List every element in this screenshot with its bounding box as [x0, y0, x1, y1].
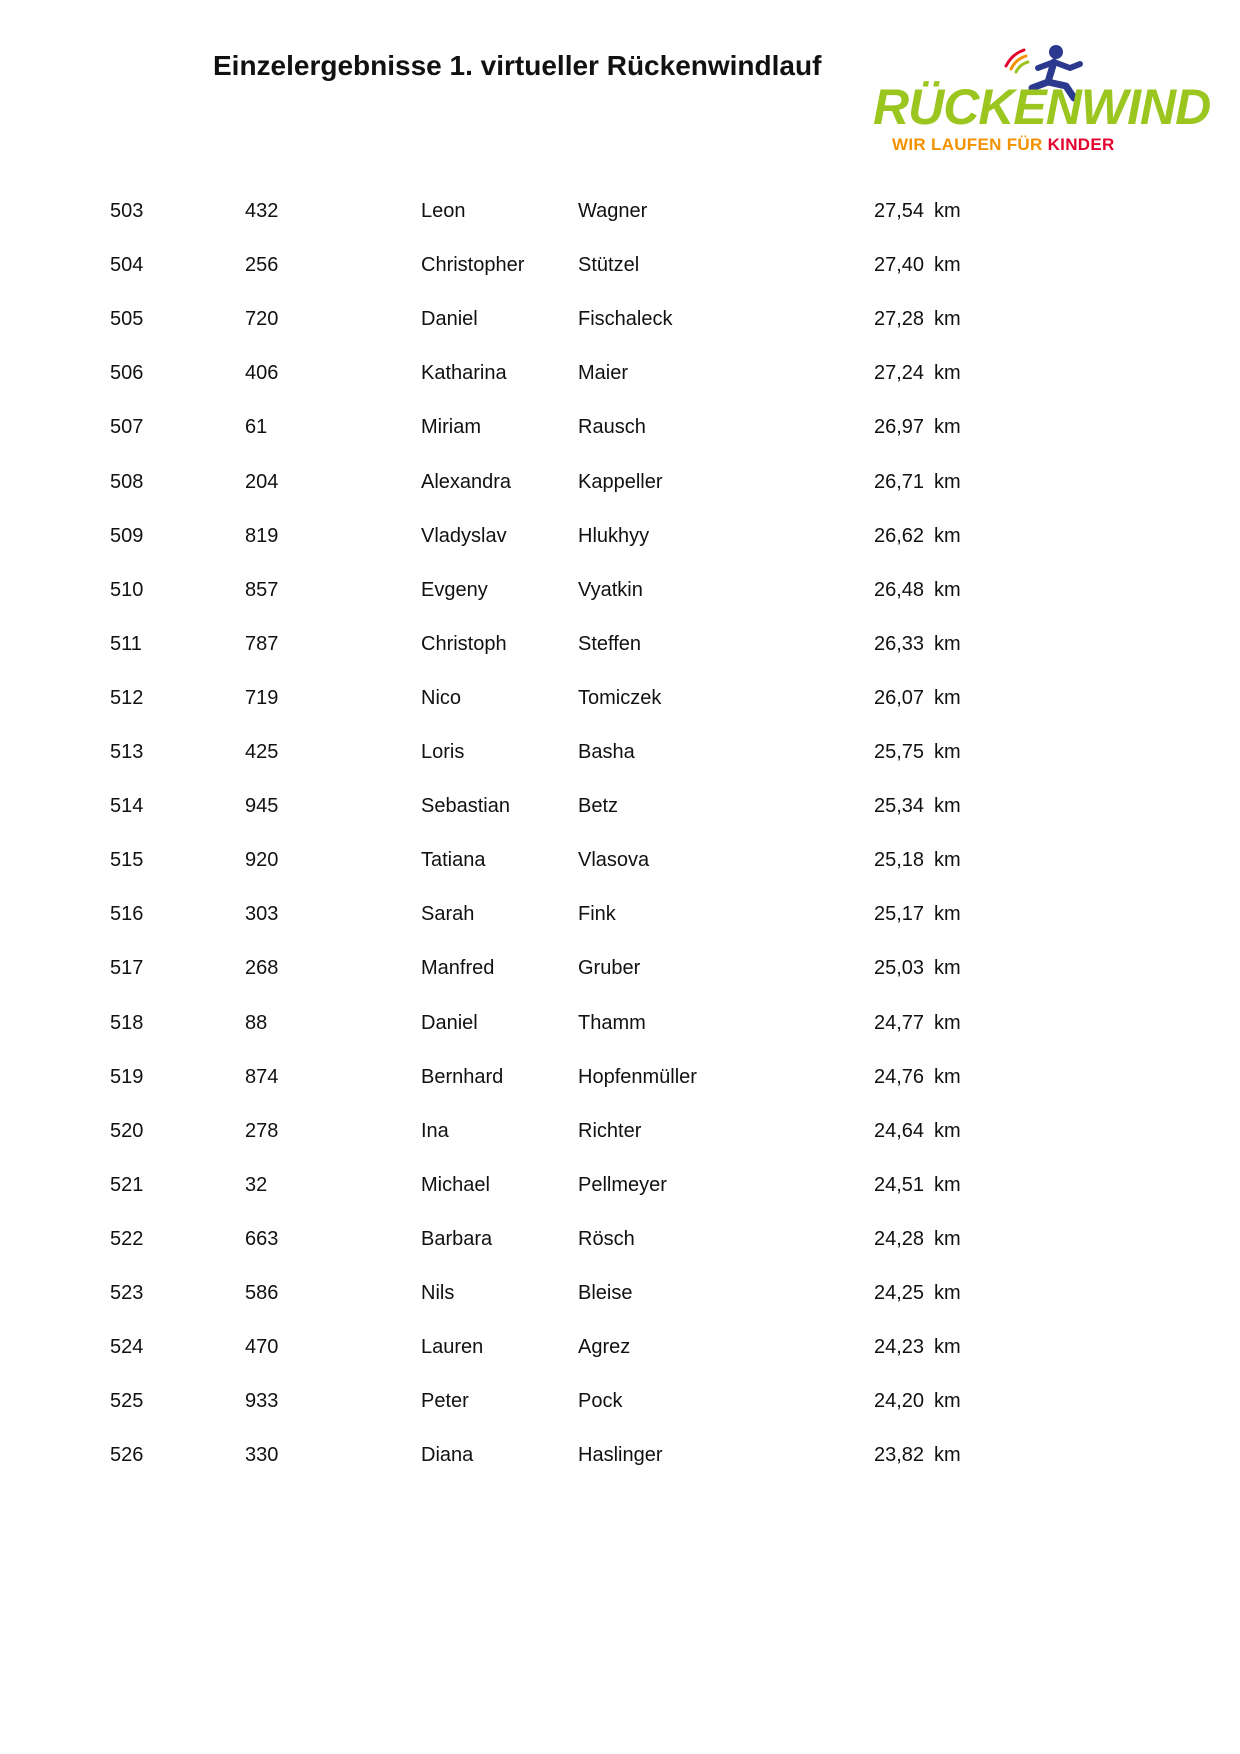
result-bib: 720 [245, 308, 279, 330]
result-unit: km [934, 1228, 961, 1250]
result-bib: 432 [245, 200, 279, 222]
result-last-name: Haslinger [578, 1444, 663, 1466]
result-distance: 24,77 [874, 1012, 925, 1034]
result-first-name: Ina [421, 1120, 449, 1142]
result-first-name: Vladyslav [421, 525, 507, 547]
result-unit: km [934, 957, 961, 979]
result-distance: 25,17 [874, 903, 925, 925]
result-unit: km [934, 1174, 961, 1196]
result-bib: 88 [245, 1012, 268, 1034]
result-distance: 26,48 [874, 579, 925, 601]
result-distance: 26,33 [874, 633, 925, 655]
result-first-name: Alexandra [421, 471, 512, 493]
table-row [0, 1048, 1240, 1109]
result-last-name: Fink [578, 903, 616, 925]
table-row [0, 290, 1240, 351]
result-first-name: Nico [421, 687, 462, 709]
table-row [0, 1156, 1240, 1217]
result-first-name: Sebastian [421, 795, 510, 817]
result-unit: km [934, 1444, 961, 1466]
result-distance: 27,24 [874, 362, 925, 384]
result-bib: 268 [245, 957, 279, 979]
result-last-name: Hlukhyy [578, 525, 650, 547]
result-last-name: Stützel [578, 254, 640, 276]
result-unit: km [934, 1066, 961, 1088]
result-unit: km [934, 308, 961, 330]
result-last-name: Basha [578, 741, 635, 763]
result-bib: 586 [245, 1282, 279, 1304]
result-rank: 506 [110, 362, 144, 384]
result-distance: 24,25 [874, 1282, 925, 1304]
result-first-name: Sarah [421, 903, 475, 925]
result-distance: 23,82 [874, 1444, 925, 1466]
table-row [0, 831, 1240, 892]
result-unit: km [934, 903, 961, 925]
result-rank: 503 [110, 200, 144, 222]
table-row [0, 994, 1240, 1055]
result-first-name: Lauren [421, 1336, 484, 1358]
result-distance: 24,51 [874, 1174, 925, 1196]
result-first-name: Leon [421, 200, 466, 222]
result-distance: 24,23 [874, 1336, 925, 1358]
result-first-name: Evgeny [421, 579, 488, 601]
table-row [0, 561, 1240, 622]
result-distance: 24,76 [874, 1066, 925, 1088]
result-rank: 525 [110, 1390, 144, 1412]
result-last-name: Kappeller [578, 471, 663, 493]
result-last-name: Bleise [578, 1282, 633, 1304]
result-bib: 819 [245, 525, 279, 547]
table-row [0, 507, 1240, 568]
result-last-name: Rausch [578, 416, 646, 438]
result-bib: 663 [245, 1228, 279, 1250]
result-last-name: Fischaleck [578, 308, 673, 330]
logo-tagline-part2: KINDER [1047, 135, 1115, 154]
table-row [0, 236, 1240, 297]
page-title: Einzelergebnisse 1. virtueller Rückenwindlauf [213, 50, 822, 81]
result-unit: km [934, 200, 961, 222]
result-unit: km [934, 416, 961, 438]
result-rank: 518 [110, 1012, 144, 1034]
result-unit: km [934, 1390, 961, 1412]
result-first-name: Tatiana [421, 849, 486, 871]
result-first-name: Peter [421, 1390, 469, 1412]
result-unit: km [934, 525, 961, 547]
result-bib: 719 [245, 687, 279, 709]
result-rank: 519 [110, 1066, 144, 1088]
result-unit: km [934, 579, 961, 601]
result-bib: 470 [245, 1336, 279, 1358]
result-bib: 330 [245, 1444, 279, 1466]
table-row [0, 1210, 1240, 1271]
result-last-name: Vlasova [578, 849, 650, 871]
result-bib: 32 [245, 1174, 268, 1196]
result-last-name: Tomiczek [578, 687, 662, 709]
result-bib: 425 [245, 741, 279, 763]
result-unit: km [934, 1336, 961, 1358]
table-row [0, 885, 1240, 946]
result-rank: 523 [110, 1282, 144, 1304]
result-distance: 26,71 [874, 471, 925, 493]
logo-tagline-part1: WIR LAUFEN FÜR [892, 135, 1048, 154]
result-distance: 26,62 [874, 525, 925, 547]
result-rank: 504 [110, 254, 144, 276]
result-distance: 25,03 [874, 957, 925, 979]
result-distance: 25,18 [874, 849, 925, 871]
result-bib: 933 [245, 1390, 279, 1412]
result-rank: 522 [110, 1228, 144, 1250]
result-last-name: Betz [578, 795, 619, 817]
result-rank: 505 [110, 308, 144, 330]
result-bib: 945 [245, 795, 279, 817]
result-last-name: Hopfenmüller [578, 1066, 697, 1088]
result-bib: 61 [245, 416, 268, 438]
result-rank: 514 [110, 795, 144, 817]
result-bib: 204 [245, 471, 279, 493]
result-first-name: Katharina [421, 362, 507, 384]
table-row [0, 1318, 1240, 1379]
result-last-name: Vyatkin [578, 579, 643, 601]
result-rank: 512 [110, 687, 144, 709]
result-distance: 26,07 [874, 687, 925, 709]
result-unit: km [934, 1120, 961, 1142]
result-first-name: Manfred [421, 957, 495, 979]
result-unit: km [934, 633, 961, 655]
result-last-name: Wagner [578, 200, 648, 222]
result-distance: 25,34 [874, 795, 925, 817]
result-distance: 24,20 [874, 1390, 925, 1412]
result-unit: km [934, 362, 961, 384]
result-first-name: Christoph [421, 633, 507, 655]
table-row [0, 1264, 1240, 1325]
result-first-name: Bernhard [421, 1066, 504, 1088]
table-row [0, 1372, 1240, 1433]
result-first-name: Christopher [421, 254, 525, 276]
result-unit: km [934, 471, 961, 493]
result-last-name: Maier [578, 362, 629, 384]
table-row [0, 453, 1240, 514]
result-unit: km [934, 849, 961, 871]
result-bib: 874 [245, 1066, 279, 1088]
result-last-name: Richter [578, 1120, 642, 1142]
table-row [0, 777, 1240, 838]
result-rank: 513 [110, 741, 144, 763]
table-row [0, 398, 1240, 459]
result-rank: 521 [110, 1174, 144, 1196]
table-row [0, 615, 1240, 676]
result-bib: 920 [245, 849, 279, 871]
logo-wordmark: RÜCKENWIND [873, 79, 1211, 135]
result-rank: 515 [110, 849, 144, 871]
result-rank: 509 [110, 525, 144, 547]
result-first-name: Miriam [421, 416, 481, 438]
result-unit: km [934, 254, 961, 276]
result-rank: 526 [110, 1444, 144, 1466]
result-first-name: Loris [421, 741, 465, 763]
result-distance: 24,28 [874, 1228, 925, 1250]
result-first-name: Diana [421, 1444, 474, 1466]
result-first-name: Michael [421, 1174, 490, 1196]
result-distance: 27,40 [874, 254, 925, 276]
result-distance: 24,64 [874, 1120, 925, 1142]
table-row [0, 939, 1240, 1000]
result-distance: 27,28 [874, 308, 925, 330]
result-rank: 517 [110, 957, 144, 979]
result-rank: 510 [110, 579, 144, 601]
result-distance: 25,75 [874, 741, 925, 763]
result-unit: km [934, 741, 961, 763]
result-first-name: Daniel [421, 1012, 478, 1034]
table-row [0, 182, 1240, 243]
result-unit: km [934, 1282, 961, 1304]
table-row [0, 669, 1240, 730]
result-unit: km [934, 1012, 961, 1034]
result-rank: 524 [110, 1336, 144, 1358]
table-row [0, 1102, 1240, 1163]
result-bib: 406 [245, 362, 279, 384]
result-unit: km [934, 795, 961, 817]
result-last-name: Pellmeyer [578, 1174, 667, 1196]
result-bib: 303 [245, 903, 279, 925]
table-row [0, 344, 1240, 405]
result-distance: 26,97 [874, 416, 925, 438]
table-row [0, 723, 1240, 784]
result-bib: 787 [245, 633, 279, 655]
result-bib: 278 [245, 1120, 279, 1142]
result-rank: 508 [110, 471, 144, 493]
result-last-name: Agrez [578, 1336, 631, 1358]
result-last-name: Gruber [578, 957, 641, 979]
result-distance: 27,54 [874, 200, 925, 222]
result-first-name: Barbara [421, 1228, 493, 1250]
result-rank: 520 [110, 1120, 144, 1142]
table-row [0, 1426, 1240, 1487]
result-rank: 507 [110, 416, 144, 438]
result-first-name: Nils [421, 1282, 455, 1304]
logo-tagline [892, 135, 1115, 155]
rueckenwind-logo [868, 38, 1211, 160]
result-last-name: Rösch [578, 1228, 635, 1250]
result-bib: 256 [245, 254, 279, 276]
result-last-name: Pock [578, 1390, 623, 1412]
result-unit: km [934, 687, 961, 709]
result-last-name: Steffen [578, 633, 642, 655]
result-rank: 516 [110, 903, 144, 925]
result-rank: 511 [110, 633, 142, 655]
result-first-name: Daniel [421, 308, 478, 330]
result-last-name: Thamm [578, 1012, 646, 1034]
result-bib: 857 [245, 579, 279, 601]
